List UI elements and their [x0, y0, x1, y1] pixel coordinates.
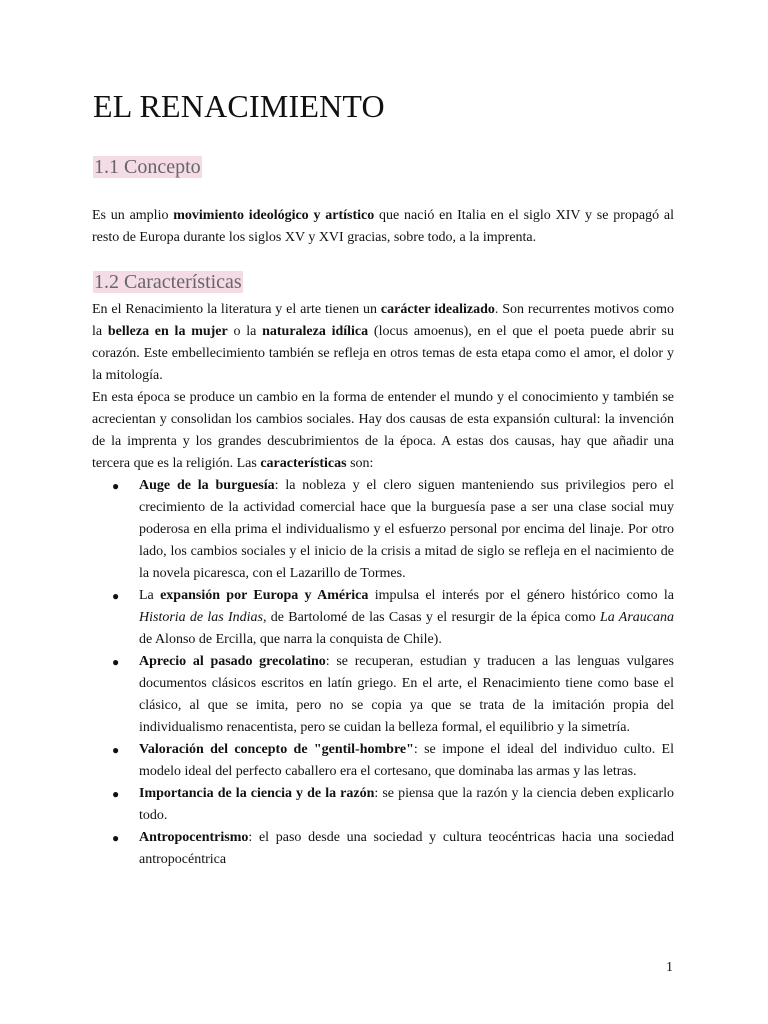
bold-run: Antropocentrismo [139, 830, 249, 845]
bold-run: naturaleza idílica [262, 324, 369, 339]
bold-run: Aprecio al pasado grecolatino [139, 654, 326, 669]
text-run: : el paso desde una sociedad y cultura teocéntricas hacia una sociedad antropocéntrica [139, 830, 674, 867]
page-number: 1 [666, 960, 673, 975]
list-item [92, 651, 674, 739]
text-run: Es un amplio [92, 208, 174, 223]
text-run: En esta época se produce un cambio en la forma de entender el mundo y el conocimiento y también se acrecientan y consolidan los cambios sociales. Hay dos causas de esta expansión cultural: la invención de la imprenta y los grandes descubrimientos de la época. A estas dos causas, hay que añadir una tercera que es la religión. Las [92, 390, 674, 471]
bold-run: Valoración del concepto de "gentil-hombre" [139, 742, 414, 757]
text-run: que nació en Italia en el siglo XIV y se propagó al resto de Europa durante los siglos XV y XVI gracias, sobre todo, a la imprenta. [92, 208, 674, 245]
bullet-icon: ● [112, 743, 120, 757]
bold-run: carácter idealizado [380, 302, 495, 317]
italic-run: Historia de las Indias [139, 610, 264, 625]
bold-run: movimiento ideológico y artístico [173, 208, 375, 223]
bullet-icon: ● [112, 655, 120, 669]
section-heading-text: 1.1 Concepto [94, 156, 201, 178]
text-run: : se recuperan, estudian y traducen a las lenguas vulgares documentos clásicos escritos en latín griego. En el arte, el Renacimiento tiene como base el clásico, al que se imita, pero no se copia ya que se trata de la imitación propia del individualismo renacentista, pero se cuidan la belleza formal, el equilibrio y la simetría. [139, 654, 674, 735]
text-run: de Alonso de Ercilla, que narra la conquista de Chile). [139, 632, 442, 647]
section-heading-caracteristicas [93, 271, 243, 294]
bullet-icon: ● [112, 589, 120, 603]
document-title: EL RENACIMIENTO [93, 88, 385, 124]
text-run: En el Renacimiento la literatura y el arte tienen un [92, 302, 381, 317]
text-run: : se piensa que la razón y la ciencia deben explicarlo todo. [139, 786, 674, 823]
bold-run: Auge de la burguesía [139, 478, 275, 493]
text-run: o la [227, 324, 263, 339]
bullet-icon: ● [112, 831, 120, 845]
bold-run: características [260, 456, 347, 471]
text-run: , de Bartolomé de las Casas y el resurgir de la épica como [263, 610, 600, 625]
section-heading-text: 1.2 Características [94, 271, 242, 293]
text-run: son: [346, 456, 374, 471]
text-run: La [139, 588, 161, 603]
list-item [92, 475, 674, 585]
text-run: : la nobleza y el clero siguen manteniendo sus privilegios pero el crecimiento de la actividad comercial hace que la burguesía pase a ser una clase social muy poderosa en ella prima el individualismo y el esfuerzo personal por encima del linaje. Por otro lado, los cambios sociales y el inicio de la crisis a mitad de siglo se refleja en el nacimiento de la novela picaresca, con el Lazarillo de Tormes. [139, 478, 674, 581]
text-run: . Son recurrentes motivos como la [92, 302, 675, 339]
list-item [92, 739, 674, 783]
italic-run: La Araucana [599, 610, 674, 625]
caracteristicas-body [92, 299, 674, 871]
list-item [92, 585, 674, 651]
text-run: (locus amoenus), en el que el poeta puede abrir su corazón. Este embellecimiento también se refleja en otros temas de esta etapa como el amor, el dolor y la mitología. [92, 324, 675, 383]
list-item [92, 827, 674, 871]
paragraph [92, 205, 674, 249]
bold-run: belleza en la mujer [107, 324, 228, 339]
text-run: : se impone el ideal del individuo culto. El modelo ideal del perfecto caballero era el cortesano, que dominaba las armas y las letras. [139, 742, 674, 779]
bold-run: expansión por Europa y América [160, 588, 369, 603]
text-run: impulsa el interés por el género histórico como la [368, 588, 675, 603]
list-item [92, 783, 674, 827]
paragraph [92, 299, 674, 387]
characteristics-list [92, 475, 674, 871]
bullet-icon: ● [112, 479, 120, 493]
concepto-body [92, 205, 674, 249]
bullet-icon: ● [112, 787, 120, 801]
bold-run: Importancia de la ciencia y de la razón [139, 786, 375, 801]
paragraph [92, 387, 674, 475]
section-heading-concepto [93, 156, 202, 179]
